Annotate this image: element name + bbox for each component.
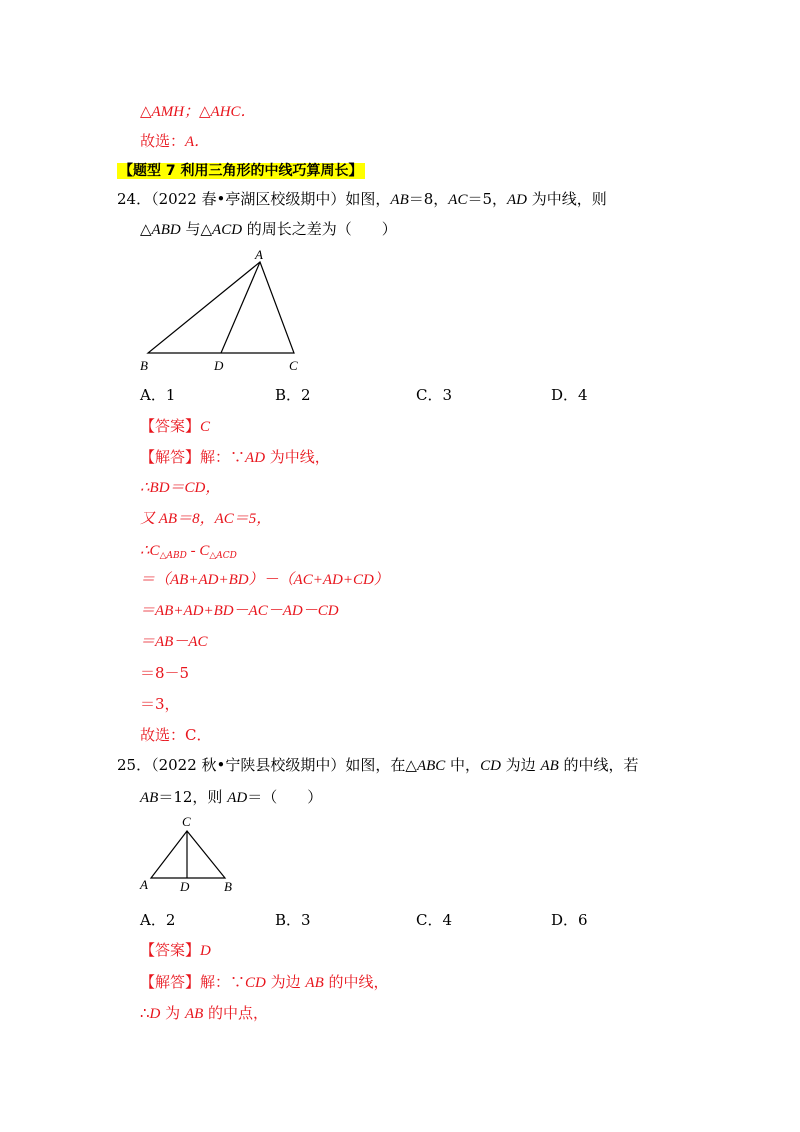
q25-solution-first	[140, 972, 389, 993]
q24-sol-rest: 为中线，	[265, 448, 330, 466]
q25-option-a[interactable]: A．2	[140, 911, 176, 929]
q25-label-a: A	[140, 877, 148, 892]
q25-label-d: D	[180, 879, 190, 894]
q25-sol-d: D	[149, 1006, 161, 1022]
q25-answer	[140, 940, 211, 961]
q24-text: 如图，	[345, 190, 391, 208]
prev-solution-line	[140, 101, 256, 122]
q24-triangle	[148, 262, 294, 353]
q24-stem-line1	[117, 189, 607, 210]
q25-cd: CD	[480, 758, 501, 774]
q24-step-perimeter	[140, 540, 237, 566]
q25-answer-label: 【答案】	[140, 941, 201, 959]
q24-step-2: 又 AB＝8，AC＝5，	[140, 511, 272, 527]
q24-acd: ACD	[212, 222, 243, 238]
prev-choice-line	[140, 131, 209, 152]
q24-eq1: ＝8，	[408, 190, 449, 208]
q25-mid: 中，	[445, 756, 481, 774]
q24-ac: AC	[448, 192, 468, 208]
q25-label-c: C	[182, 814, 191, 829]
q24-tri1: △	[140, 220, 152, 238]
q24-source: （2022 春•亭湖区校级期中）	[151, 190, 346, 208]
q24-perim-sub2: △ACD	[209, 551, 237, 561]
q25-rest2: ＝（ ）	[247, 788, 323, 806]
section-heading	[117, 160, 365, 181]
q24-label-d: D	[214, 358, 224, 373]
q24-step-6: ＝8－5	[140, 664, 190, 682]
q24-step-4: ＝AB+AD+BD－AC－AD－CD	[140, 603, 339, 619]
q25-triangle	[151, 831, 225, 878]
q24-sol-ad: AD	[245, 450, 266, 466]
q24-step-5: ＝AB－AC	[140, 634, 208, 650]
q24-stem-line2	[140, 219, 397, 240]
q24-option-a[interactable]: A．1	[140, 386, 176, 404]
q25-figure	[130, 810, 250, 895]
q25-option-c[interactable]: C．4	[416, 911, 453, 929]
q24-ad: AD	[507, 192, 527, 208]
q25-answer-value: D	[200, 943, 211, 959]
q24-ab: AB	[390, 192, 409, 208]
q24-step-1: ∴BD＝CD，	[140, 480, 221, 496]
prev-choice-prefix: 故选：	[140, 132, 186, 150]
q25-sol-ab: AB	[305, 975, 324, 991]
q25-mid2: 为边	[500, 756, 541, 774]
prev-triangles: △AMH；△AHC．	[140, 104, 256, 120]
q25-sol-rest2: 的中点，	[203, 1004, 269, 1022]
q24-label-b: B	[140, 358, 148, 373]
q25-number: 25．	[117, 756, 152, 774]
q25-source: （2022 秋•宁陕县校级期中）	[151, 756, 346, 774]
q24-step-7: ＝3，	[140, 695, 180, 713]
q25-solution-label: 【解答】	[140, 973, 201, 991]
q25-ad: AD	[227, 790, 248, 806]
q25-label-b: B	[224, 879, 232, 894]
q24-number: 24．	[117, 190, 152, 208]
q25-stem-line1	[117, 755, 639, 776]
q25-sol-mid2: 为	[160, 1004, 185, 1022]
q24-tri2: 与△	[180, 220, 213, 238]
q24-solution-label: 【解答】	[140, 448, 201, 466]
q25-sol-cd: CD	[245, 975, 266, 991]
q25-sol-therefore: ∴	[140, 1004, 150, 1022]
q24-perim-c2: - C	[186, 543, 210, 559]
q24-label-a: A	[255, 247, 263, 262]
q25-abc: ABC	[416, 758, 446, 774]
q24-perim-sub1: △ABD	[159, 551, 187, 561]
prev-choice-value: A．	[185, 134, 210, 150]
q25-sol-rest: 的中线，	[323, 973, 389, 991]
q24-option-c[interactable]: C．3	[416, 386, 453, 404]
q24-option-d[interactable]: D．4	[551, 386, 588, 404]
q25-stem-line2	[140, 787, 322, 808]
q24-rest: 为中线，则	[527, 190, 607, 208]
q25-option-b[interactable]: B．3	[275, 911, 311, 929]
q25-mid3: ＝12，则	[158, 788, 228, 806]
q24-step-3: ＝（AB+AD+BD）－（AC+AD+CD）	[140, 572, 389, 588]
section-title: 【题型 7 利用三角形的中线巧算周长】	[119, 163, 363, 179]
q24-answer	[140, 416, 210, 437]
q25-text: 如图，在△	[345, 756, 417, 774]
q24-answer-value: C	[200, 419, 211, 435]
q25-ab2: AB	[140, 790, 159, 806]
q24-abd: ABD	[151, 222, 181, 238]
q25-option-d[interactable]: D．6	[551, 911, 588, 929]
q24-step-8: 故选：C．	[140, 726, 212, 744]
q25-solution-second	[140, 1003, 268, 1024]
q24-figure	[130, 245, 330, 375]
q25-sol-ab2: AB	[184, 1006, 204, 1022]
q24-label-c: C	[289, 358, 298, 373]
q24-answer-label: 【答案】	[140, 417, 201, 435]
q24-option-b[interactable]: B．2	[275, 386, 311, 404]
q25-sol-mid: 为边	[265, 973, 306, 991]
q25-ab: AB	[540, 758, 559, 774]
q24-eq2: ＝5，	[467, 190, 507, 208]
q24-perim-c1: ∴C	[140, 543, 160, 559]
q24-rest2: 的周长之差为（ ）	[242, 220, 397, 238]
q25-sol-because: 解：∵	[200, 973, 246, 991]
q24-sol-because: 解：∵	[200, 448, 246, 466]
q24-median	[221, 262, 260, 353]
q24-solution-first	[140, 447, 330, 468]
q25-rest: 的中线，若	[558, 756, 639, 774]
